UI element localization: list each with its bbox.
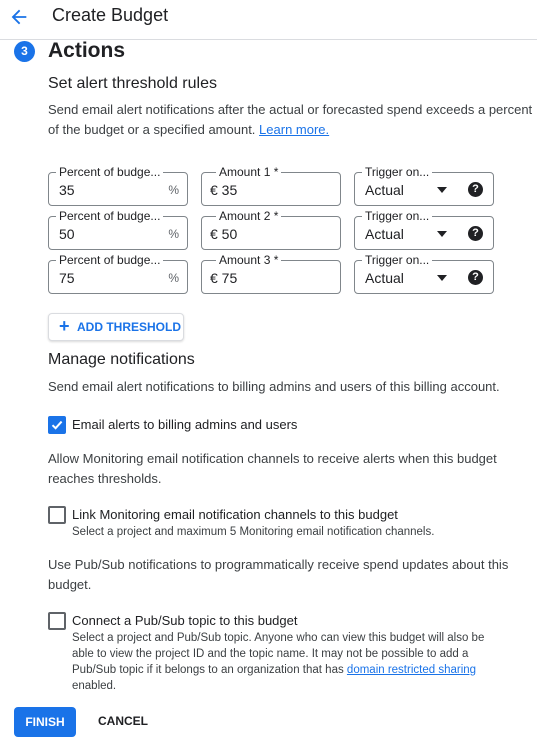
email-alerts-checkbox[interactable] (48, 416, 66, 434)
step-title: Actions (48, 39, 126, 62)
pubsub-sub-text: Select a project and Pub/Sub topic. Anyone who can view this budget will also be able to view the project ID and the topic name. It may not be possible to add a Pub/Sub topic if it belongs to an organization that has (72, 632, 485, 676)
step-number-badge: 3 (14, 41, 35, 62)
amount-value: € 35 (210, 182, 238, 198)
learn-more-link[interactable]: Learn more. (259, 122, 330, 137)
dropdown-caret-icon (437, 187, 447, 193)
checkmark-icon (50, 418, 64, 432)
amount-field-label: Amount 2 * (216, 209, 281, 223)
amount-field-2[interactable] (201, 209, 341, 250)
trigger-value: Actual (365, 270, 404, 286)
notifications-description: Send email alert notifications to billing admins and users of this billing account. (48, 379, 500, 394)
add-threshold-label: ADD THRESHOLD (77, 320, 181, 334)
percent-field-label: Percent of budge... (56, 253, 163, 267)
help-icon[interactable]: ? (468, 226, 483, 241)
percent-suffix: % (168, 227, 179, 241)
alert-rules-description (48, 100, 533, 140)
top-bar (0, 0, 537, 40)
trigger-select-1[interactable] (354, 165, 494, 206)
notifications-heading: Manage notifications (48, 351, 195, 368)
help-icon[interactable]: ? (468, 182, 483, 197)
percent-value: 50 (59, 226, 75, 242)
trigger-select-label: Trigger on... (362, 209, 432, 223)
email-alerts-label: Email alerts to billing admins and users (72, 417, 298, 432)
percent-field-3[interactable] (48, 253, 188, 294)
amount-field-1[interactable] (201, 165, 341, 206)
percent-value: 75 (59, 270, 75, 286)
pubsub-checkbox[interactable] (48, 612, 66, 630)
arrow-back-icon[interactable] (8, 6, 30, 28)
trigger-select-2[interactable] (354, 209, 494, 250)
trigger-value: Actual (365, 182, 404, 198)
pubsub-label: Connect a Pub/Sub topic to this budget (72, 613, 298, 628)
trigger-value: Actual (365, 226, 404, 242)
plus-icon: + (59, 316, 70, 336)
amount-field-label: Amount 1 * (216, 165, 281, 179)
monitoring-description: Allow Monitoring email notification channels to receive alerts when this budget reaches thresholds. (48, 451, 497, 486)
percent-field-label: Percent of budge... (56, 165, 163, 179)
add-threshold-button[interactable] (48, 313, 184, 341)
page-title: Create Budget (52, 5, 169, 25)
amount-field-label: Amount 3 * (216, 253, 281, 267)
domain-restricted-sharing-link[interactable]: domain restricted sharing (346, 664, 477, 676)
percent-suffix: % (168, 183, 179, 197)
percent-field-label: Percent of budge... (56, 209, 163, 223)
cancel-button[interactable]: CANCEL (98, 714, 148, 728)
pubsub-description: Use Pub/Sub notifications to programmatically receive spend updates about this budget. (48, 557, 509, 592)
amount-field-3[interactable] (201, 253, 341, 294)
finish-button[interactable]: FINISH (14, 707, 76, 737)
monitoring-sub: Select a project and maximum 5 Monitoring email notification channels. (72, 526, 435, 538)
percent-field-2[interactable] (48, 209, 188, 250)
percent-field-1[interactable] (48, 165, 188, 206)
pubsub-sub-after: enabled. (72, 680, 117, 692)
trigger-select-3[interactable] (354, 253, 494, 294)
dropdown-caret-icon (437, 231, 447, 237)
monitoring-checkbox[interactable] (48, 506, 66, 524)
alert-rules-heading: Set alert threshold rules (48, 75, 217, 92)
pubsub-sub (72, 630, 492, 694)
help-icon[interactable]: ? (468, 270, 483, 285)
dropdown-caret-icon (437, 275, 447, 281)
percent-value: 35 (59, 182, 75, 198)
alert-rules-description-text: Send email alert notifications after the actual or forecasted spend exceeds a percent of the budget or a specified amount. (48, 102, 533, 137)
trigger-select-label: Trigger on... (362, 165, 432, 179)
monitoring-label: Link Monitoring email notification channels to this budget (72, 507, 398, 522)
amount-value: € 50 (210, 226, 238, 242)
amount-value: € 75 (210, 270, 238, 286)
percent-suffix: % (168, 271, 179, 285)
trigger-select-label: Trigger on... (362, 253, 432, 267)
